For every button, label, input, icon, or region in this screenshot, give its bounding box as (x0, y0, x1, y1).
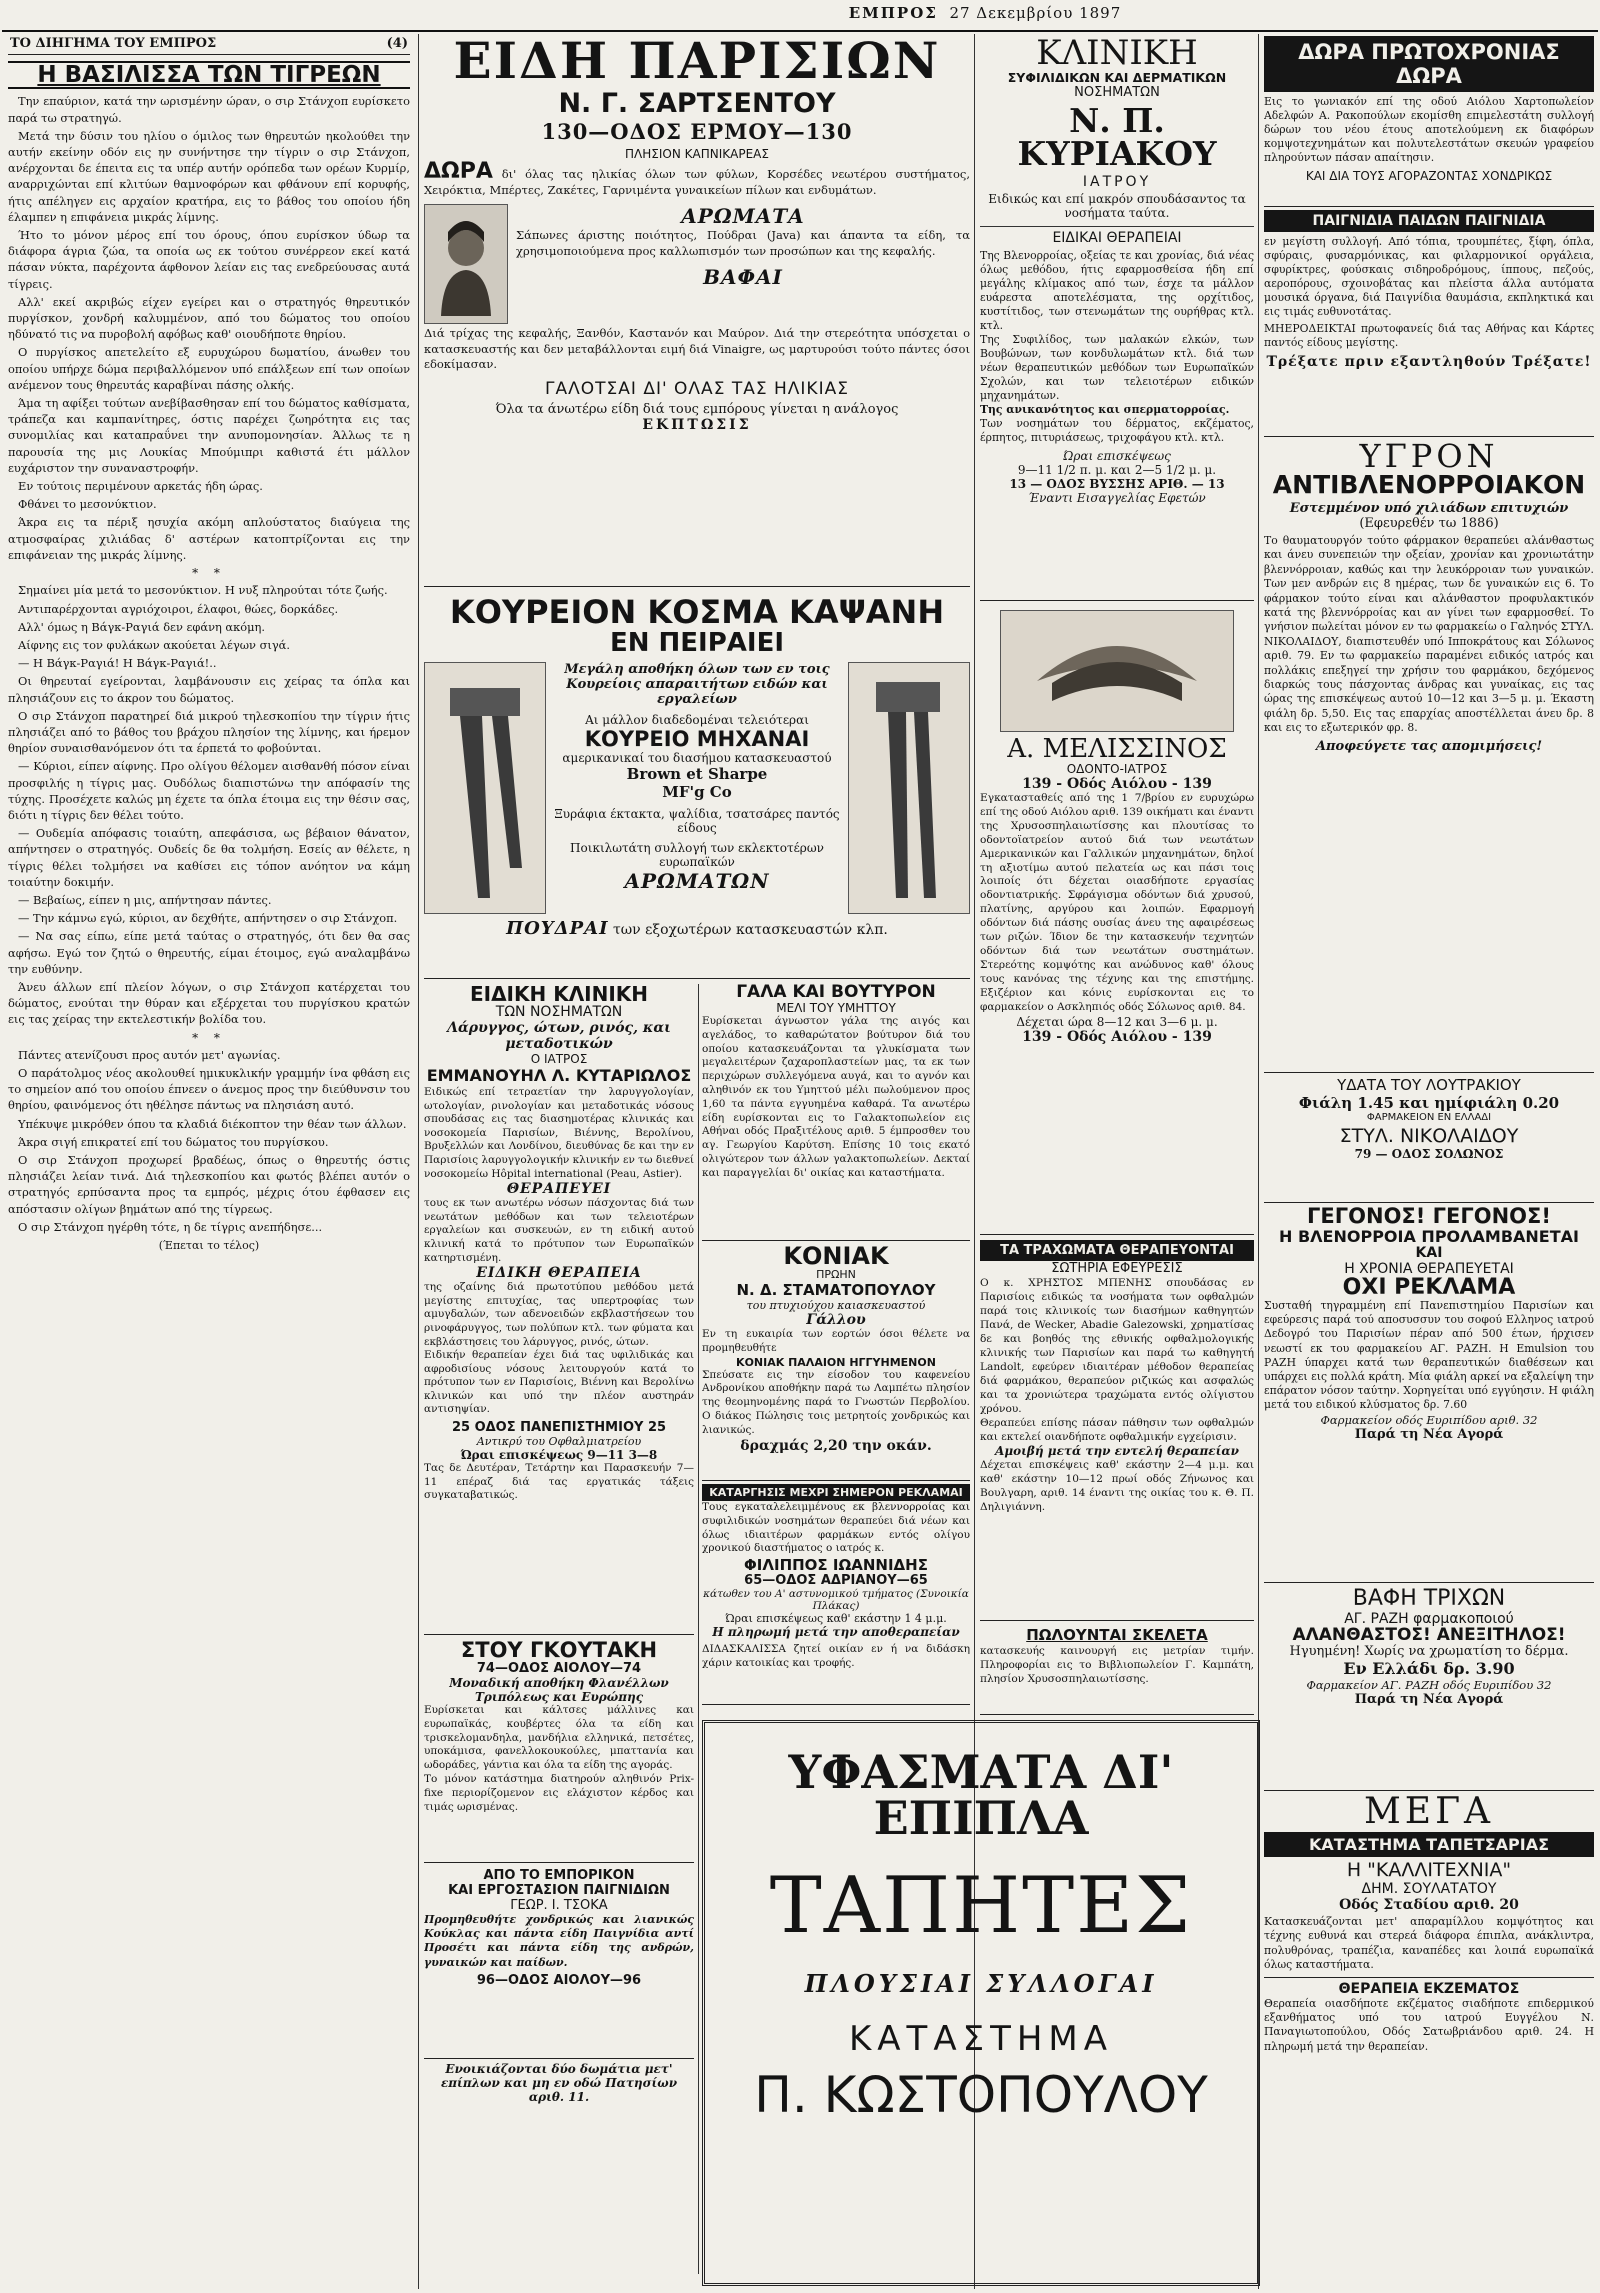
ad-paris-gifts-text: δι' όλας τας ηλικίας όλων των φύλων, Κορσέδες νεωτέρου συστήματος, Χειρόκτια, Μπέρτες, Ζακέτες, Γαρνιμέντα γυναικείων πίλων και ενδυμάτων. (424, 167, 970, 197)
ad-store-name: Η "ΚΑΛΛΙΤΕΧΝΙΑ" (1346, 1859, 1512, 1881)
ad-barber-aromata: ΑΡΩΜΑΤΩΝ (624, 869, 770, 893)
ad-barber-machines: ΚΟΥΡΕΙΟ ΜΗΧΑΝΑΙ (584, 727, 810, 751)
ad-special-clinic-hours: Ώραι επισκέψεως 9—11 3—8 (460, 1448, 658, 1463)
ad-dentist-address: 139 - Οδός Αιόλου - 139 (1022, 776, 1212, 792)
ad-special-clinic-opp: Αντικρύ του Οφθαλμιατρείου (476, 1435, 642, 1449)
ad-cognac-name: Ν. Δ. ΣΤΑΜΑΤΟΠΟΥΛΟΥ (736, 1281, 936, 1299)
ad-paris-address: 130—ΟΔΟΣ ΕΡΜΟΥ—130 (541, 119, 853, 144)
ad-clinic-t4: Των νοσημάτων του δέρματος, εκζέματος, έρπητος, πιτυριάσεως, τριχοφάγου κτλ. κτλ. (980, 417, 1254, 444)
serial-continued: (Έπεται το τέλος) (158, 1239, 260, 1253)
ad-reduce-title: ΚΑΤΑΡΓΗΣΙΣ ΜΕΧΡΙ ΣΗΜΕΡΟΝ ΡΕΚΛΑΜΑΙ (702, 1484, 970, 1501)
ad-gutak (424, 1640, 694, 1863)
ad-milk-sub: ΜΕΛΙ ΤΟΥ ΥΜΗΤΤΟΥ (776, 1001, 896, 1015)
ad-barber-title: ΚΟΥΡΕΙΟΝ ΚΟΣΜΑ ΚΑΨΑΝΗ (449, 593, 945, 631)
ad-rooms-text: Ενοικιάζονται δύο δωμάτια μετ' επίπλων και μη εν οδώ Πατησίων αριθ. 11. (440, 2062, 678, 2104)
ad-paris-footer: Όλα τα άνωτέρω είδη διά τους εμπόρους γίνεται η ανάλογος (495, 401, 899, 417)
serial-paragraph: Την επαύριον, κατά την ωρισμένην ώραν, ο σιρ Στάνχοπ ευρίσκετο παρά τω στρατηγώ. (8, 94, 410, 125)
ad-paris-dye-text: Διά τρίχας της κεφαλής, Ξανθόν, Καστανόν και Μαύρον. Διά την στερεότητα υπόσχεται ο κατασκευαστής και δεν μεταβάλλονται ειμή διά Vinaigre, ως μαρτυρούσι τούτο πάντες όσοι εδοκίμασαν. (424, 326, 970, 371)
serial-paragraph: Ο σιρ Στάνχοπ ηγέρθη τότε, η δε τίγρις ανεπήδησε... (18, 1219, 323, 1234)
ad-carpets (702, 1720, 1260, 2286)
serial-paragraph: — Την κάμνω εγώ, κύριοι, αν δεχθήτε, απήντησεν ο σιρ Στάνχοπ. (18, 911, 398, 926)
ad-paris-gifts-head: ΔΩΡΑ (424, 159, 493, 184)
serial-paragraph: Ήτο το μόνον μέρος επί του όρους, όπου ευρίσκον ύδωρ τα διάφορα άγρια ζώα, τα οποία ως εκ τούτου συνέρρεον εκεί κατά πάσαν νύκτα, παρέχοντα άφθονον λείαν εις τας ενεδρεύουσας αυτά τίγρεις. (8, 228, 410, 291)
column-rule (418, 34, 419, 2289)
ad-gifts-buy: ΚΑΙ ΔΙΑ ΤΟΥΣ ΑΓΟΡΑΖΟΝΤΑΣ ΧΟΝΔΡΙΚΩΣ (1305, 169, 1553, 183)
serial-title: Η ΒΑΣΙΛΙΣΣΑ ΤΩΝ ΤΙΓΡΕΩΝ (8, 61, 410, 89)
ad-reduce-bottom: κάτωθεν του Α' αστυνομικού τμήματος (Συνοικία Πλάκας) (703, 1588, 969, 1613)
ad-cognac-old: ΚΟΝΙΑΚ ΠΑΛΑΙΟΝ ΗΓΓΥΗΜΕΝΟΝ (736, 1355, 936, 1369)
ad-toys2-title2: ΚΑΙ ΕΡΓΟΣΤΑΣΙΟΝ ΠΑΙΓΝΙΔΙΩΝ (448, 1883, 670, 1898)
ad-dentist-address2: 139 - Οδός Αιόλου - 139 (1022, 1028, 1212, 1045)
ad-store-title2: ΚΑΤΑΣΤΗΜΑ ΤΑΠΕΤΣΑΡΙΑΣ (1264, 1832, 1594, 1857)
ad-water-title: ΥΔΑΤΑ ΤΟΥ ΛΟΥΤΡΑΚΙΟΥ (1337, 1076, 1521, 1094)
serial-number: (4) (386, 36, 408, 51)
serial-paragraph: Εν τούτοις περιμένουν αρκετάς ήδη ώρας. (18, 479, 263, 494)
ad-special-clinic-text3: της οζαίνης διά πρωτοτύπου μεθόδου μετά μεγίστης επιτυχίας, τας υπερτροφίας των αμυγδαλών, των αδενοειδών εκβλαστήσεων του ρινοφάρυγγος, των πολύπων κτλ. των φύματα και εκβλάστησεις του λάρυγγος, ρινός, ώτων. (424, 1281, 694, 1348)
ad-milk (702, 984, 970, 1241)
ad-barber-center (546, 662, 848, 914)
ad-paris-near: ΠΛΗΣΙΟΝ ΚΑΠΝΙΚΑΡΕΑΣ (625, 147, 769, 161)
ad-clinic-studied: Ειδικώς και επί μακρόν σπουδάσαντος τα νοσήματα ταύτα. (988, 192, 1246, 220)
ad-gifts-title: ΔΩΡΑ ΠΡΩΤΟΧΡΟΝΙΑΣ ΔΩΡΑ (1264, 36, 1594, 92)
ad-carpets-sub: ΠΛΟΥΣΙΑΙ ΣΥΛΛΟΓΑΙ (804, 1969, 1158, 1998)
section-ornament: * * (192, 566, 226, 581)
ad-clinic-t2: Της Συφιλίδος, των μαλακών ελκών, των Βουβώνων, των κονδυλωμάτων κτλ. διά των νέων θεραπευτικών μεθόδων των Ευρωπαϊκών Σχολών, και των τελειοτέρων ειδικών μηχανημάτων. (980, 333, 1254, 402)
ad-clinic-t3: Της ανικανότητος και σπερματορροίας. (980, 403, 1230, 416)
ad-barber-powders (424, 918, 970, 939)
ad-barber-body (424, 662, 970, 914)
ad-skeleta-title: ΠΩΛΟΥΝΤΑΙ ΣΚΕΛΕΤΑ (1026, 1626, 1208, 1644)
portrait-illustration (424, 204, 508, 324)
ad-store-addr: Οδός Σταδίου αριθ. 20 (1339, 1897, 1519, 1913)
serial-paragraph: — Να σας είπω, είπε μετά ταύτας ο στρατηγός, ότι δεν θα σας αφήσω. Εγώ τον ζητώ ο θηρευτής, είμαι έτοιμος, εγώ αναλαμβάνω την ευθύνην. (8, 929, 410, 976)
ad-fact-sub1: Η ΒΛΕΝΟΡΡΟΙΑ ΠΡΟΛΑΜΒΑΝΕΤΑΙ (1279, 1227, 1579, 1246)
ad-barber-razors: Ξυράφια έκτακτα, ψαλίδια, τσατσάρες παντός είδους (554, 807, 840, 835)
ad-hair-dye (1264, 1586, 1594, 1791)
ad-toys (1264, 210, 1594, 437)
ad-clinic-hours: 9—11 1/2 π. μ. και 2—5 1/2 μ. μ. (1017, 463, 1217, 477)
masthead (375, 4, 1595, 26)
ad-special-clinic-role: Ο ΙΑΤΡΟΣ (530, 1052, 588, 1066)
ad-gutak-sub: Μοναδική αποθήκη Φλανέλλων Τριπόλεως και Ευρώπης (449, 1676, 669, 1704)
ad-special-clinic-doctor: ΕΜΜΑΝΟΥΗΛ Λ. ΚΥΤΑΡΙΩΛΟΣ (426, 1066, 692, 1085)
serial-paragraph: Αλλ' όμως η Βάγκ-Ραγιά δεν εφάνη ακόμη. (18, 619, 265, 634)
ad-ephoria-text2: Θεραπεύει επίσης πάσαν πάθησιν των οφθαλμών και εκτελεί οιανδήποτε οφθαλμικήν εγχείρισιν. (980, 1417, 1254, 1443)
serial-paragraph: Οι θηρευταί εγείρονται, λαμβάνουσιν εις χείρας τα όπλα και πλησιάζουν εις το άκρον του δώματος. (8, 674, 410, 705)
ad-liquid-sub: Εστεμμένον υπό χιλιάδων επιτυχιών (1289, 501, 1569, 516)
ad-reduce-teacher: ΔΙΔΑΣΚΑΛΙΣΣΑ ζητεί οικίαν εν ή να διδάσκη χάριν κατοικίας και τροφής. (702, 1643, 970, 1669)
ad-ephoria-hours: Δέχεται επισκέψεις καθ' εκάστην 2—4 μ.μ. και καθ' εκάστην 10—12 πρωί οδός Ζήνωνος και Βουλγαρη, αριθ. 14 έναντι της οικίας του κ. Θ. Π. Δηλιγιάννη. (980, 1459, 1254, 1513)
ad-liquid-title1: ΥΓΡΟΝ (1359, 440, 1499, 475)
ad-liquid-title2: ΑΝΤΙΒΛΕΝΟΡΡΟΙΑΚΟΝ (1272, 470, 1586, 499)
ad-dentist-text: Εγκατασταθείς από της 1 7/βρίου εν ευρυχώρω επί της οδού Αιόλου αριθ. 139 οικήματι και έναντι της Χρυσοσπηλαιωτίσσης και πλουτίσας το οδοντοϊατρείον αυτού διά των νεωτάτων Αμερικανικών και Γαλλικών μηχανημάτων, δηλοί τη αξιοτίμω αυτού πελατεία ως και πάσι τοις λοιποίς ότι δέχεται οιασδήποτε εργασίας οδοντιατρικής. Σφράγισμα οδόντων διά χρυσού, πλατίνης, αργύρου και λοιπών. Εφαρμογή οδόντων διά πάσης ουσίας άνευ της αφαιρέσεως των ριζών. Ίδιον δε την κατασκευήν τεχνητών οδόντων διά των νεωτάτων συστημάτων. Στερεότης κομψότης και ανώδυνος καθ' όλους τους κανόνας της τέχνης και της επιστήμης. Εξιζέριον και κόνις ευρίσκονται εις το φαρμακείον ο Ασκληπιός οδός Σόλωνος αριθ. 84. (980, 792, 1254, 1013)
ad-barber-brand1: Brown et Sharpe (626, 765, 768, 783)
ad-hair-pharmacy: Φαρμακείον ΑΓ. ΡΑΖΗ οδός Ευριπίδου 32 (1306, 1678, 1552, 1692)
ad-carpets-store: ΚΑΤΑΣΤΗΜΑ (849, 2019, 1113, 2059)
ad-toys-hurry: Τρέξατε πριν εξαντληθούν Τρέξατε! (1266, 354, 1592, 370)
ad-fact-text: Συσταθή τηγραμμένη επί Πανεπιστημίου Παρισίων και εφεύρεσις παρά τού αποσυσσυν του σοφού Ελληνος ιατρού Δεδογρό του Παρισίων πέραν από 500 έτων, ήρχισεν νεωστί εκ του φαρμακείου ΑΓ. ΡΑΖΗ. Η Emulsion του ΡΑΖΗ ύπαρχει κατά των θεραπευτικών διαθέσεων και υπάρχει εις πολλά κράτη. Μία φιάλη αρκεί να εξαλείψη την επάρατον νόσον ταύτην. Χορηγείται υπό εγγύησιν. Η φιάλη μετά του ειδικού κλύσματος δρ. 7.60 (1264, 1299, 1594, 1412)
ad-hair-text: Ηγυημένη! Χωρίς να χρωματίση το δέρμα. (1289, 1644, 1569, 1659)
ad-carpets-owner: Π. ΚΩΣΤΟΠΟΥΛΟΥ (754, 2066, 1208, 2124)
ad-hair-agora: Παρά τη Νέα Αγορά (1354, 1692, 1504, 1707)
ad-toys2-title1: ΑΠΟ ΤΟ ΕΜΠΟΡΙΚΟΝ (483, 1868, 635, 1883)
serial-paragraph: Άκρα σιγή επικρατεί επί του δώματος του πυργίσκου. (18, 1134, 329, 1149)
ad-milk-title: ΓΑΛΑ ΚΑΙ ΒΟΥΤΥΡΟΝ (736, 984, 936, 1002)
serial-paragraph: Πάντες ατενίζουσι προς αυτόν μετ' αγωνίας. (18, 1047, 281, 1062)
masthead-title: ΕΜΠΡΟΣ (848, 4, 938, 22)
serial-paragraph: — Η Βάγκ-Ραγιά! Η Βάγκ-Ραγιά!.. (18, 656, 217, 671)
masthead-date: 27 Δεκεμβρίου 1897 (949, 4, 1122, 22)
serial-paragraph: Φθάνει το μεσονύκτιον. (18, 497, 157, 512)
serial-paragraph: — Ουδεμία απόφασις τοιαύτη, απεφάσισα, ως βέβαιον θάνατον, απήντησεν ο στρατηγός. Ουδείς δε θα τολμήση. Εσείς αν θέλετε, η τίγρις θέλει τολμήσει να καθίσει εις τόπον ανόητον να κάμη τοιαύτην δοκιμήν. (8, 826, 410, 889)
ad-store-eczema: ΘΕΡΑΠΕΙΑ ΕΚΖΕΜΑΤΟΣ (1264, 1977, 1594, 1997)
ad-liquid-year: (Εφευρεθέν τω 1886) (1359, 516, 1499, 531)
ad-barber-newest: Αι μάλλον διαδεδομέναι τελειότεραι (585, 713, 809, 727)
ad-barber-american: αμερικανικαί του διασήμου κατασκευαστού (562, 751, 832, 765)
ad-store-title1: ΜΕΓΑ (1363, 1794, 1495, 1832)
ad-dentist-hours: Δέχεται ώρα 8—12 και 3—6 μ. μ. (1016, 1014, 1218, 1029)
ad-special-clinic-text1: Ειδικώς επί τετραετίαν την λαρυγγολογίαν, ωτολογίαν, ρινολογίαν και μεταδοτικάς νόσους σπουδάσας εις τας διασημοτέρας κλινικάς και νοσοκομεία Παρισίων, Βιέννης, Βερολίνου, Βρυξελλών και Λονδίνου, διευθύνας δε και την εν Παρισίοις λαρυγγολογικήν κλινικήν εν τω διεθνεί νοσοκομείω Hôpital international (Peau, Astier). (424, 1086, 694, 1180)
ad-ephoria-title: ΤΑ ΤΡΑΧΩΜΑΤΑ ΘΕΡΑΠΕΥΟΝΤΑΙ (980, 1240, 1254, 1261)
ad-paris-dye-head: ΒΑΦΑΙ (703, 265, 783, 289)
ad-toys2-name: ΓΕΩΡ. Ι. ΤΣΟΚΑ (510, 1898, 608, 1913)
ad-fact-pharmacy: Φαρμακείον οδός Ευριπίδου αριθ. 32 (1320, 1412, 1538, 1427)
ad-special-clinic-therapy: ΘΕΡΑΠΕΥΕΙ (506, 1181, 612, 1198)
ad-reduce (702, 1484, 970, 1705)
ad-liquid-text: Το θαυματουργόν τούτο φάρμακον θεραπεύει αλάνθαστως και άνευ συνεπειών την οξείαν, χρονίαν και χρονιωτάτην βλεννόρροιαν, καθώς και την λευκόρροιαν των γυναικών. Των μεν ανδρών εις 8 ημέρας, των δε γυναικών εις 6. Το φάρμακον τούτο είναι και αλάνθαστον προφυλακτικόν κατά της βλεννόρροίας και αν γίνει των εφαρμοσθεί. Το γνήσιον πωλείται μόνον εν τω φαρμακείω ο Γαληνός ΣΤΥΛ. ΝΙΚΟΛΑΙΔΟΥ, διαπιστευθέν υπό Ιπποκράτους και Σόλωνος αριθ. 79. Εν τω φαρμακείω παραμένει ειδικός ιατρός και πολλάκις επεξηγεί την χρήσιν του φαρμάκου, δεχόμενος διαρκώς τους πάσχοντας άνδρας και γυναίκας, εις τας ώρας της επισκέψεως αυτού 10—12 και 3—5 μ. μ. Έκαστη φιάλη δρ. 5,50. Εις τας επαρχίας αποστέλλεται άνευ δρ. 8 και εις το εξωτερικόν φρ. 8. (1264, 534, 1594, 735)
ad-clinic-address: 13 — ΟΔΟΣ ΒΥΣΣΗΣ ΑΡΙΘ. — 13 (1009, 477, 1225, 491)
ad-liquid-beware: Αποφεύγετε τας απομιμήσεις! (1315, 738, 1543, 754)
serial-paragraph: Αντιπαρέρχονται αγριόχοιροι, έλαφοι, θώες, δορκάδες. (18, 601, 339, 616)
ad-fact (1264, 1206, 1594, 1583)
ad-special-clinic-sub: ΤΩΝ ΝΟΣΗΜΑΤΩΝ (495, 1004, 623, 1020)
dentures-illustration (1000, 610, 1234, 732)
ad-gifts (1264, 36, 1594, 207)
ad-clinic-title: ΚΛΙΝΙΚΗ (1036, 36, 1198, 73)
ad-toys-title: ΠΑΙΓΝΙΔΙΑ ΠΑΙΔΩΝ ΠΑΙΓΝΙΔΙΑ (1264, 210, 1594, 232)
ad-special-clinic-text4: Ειδικήν θεραπείαν έχει διά τας υφιλιδικάς και αφροδισίους νόσους λειτουργούν κατά το πρότυπον των εν Παρισίοις, Βιέννη και Βερολίνω κλινικών και υπό την πλέον αυστηράν αντισηψίαν. (424, 1349, 694, 1416)
ad-clinic-hours-label: Ώραι επισκέψεως (1063, 449, 1171, 463)
ad-hair-pharm: ΑΓ. ΡΑΖΗ φαρμακοποιού (1344, 1611, 1514, 1627)
ad-special-clinic-days: Τας δε Δευτέραν, Τετάρτην και Παρασκευήν 7—11 επέραζ διά τας εργατικάς τάξεις συγκαταβατικώς. (424, 1462, 694, 1502)
ad-special-clinic-addr: 25 ΟΔΟΣ ΠΑΝΕΠΙΣΤΗΜΙΟΥ 25 (451, 1420, 667, 1436)
serial-paragraph: Ο παράτολμος νέος ακολουθεί ημικυκλικήν γραμμήν ίνα φθάση εις το σημείον από του οποίου έπνεεν ο άνεμος προς την διεύθυνσιν του θηρίου, φαινόμενος ότι ηθέλησε πάντως να πλησιάση αυτό. (8, 1065, 410, 1113)
ad-water (1264, 1076, 1594, 1203)
ad-trachoma (980, 1240, 1254, 1621)
ad-paris-goods (424, 36, 970, 587)
ad-liquid (1264, 440, 1594, 1073)
ad-reduce-text: Τους εγκαταλελειμμένους εκ βλεννορροίας και συφιλιδικών νοσημάτων θεραπεύει διά νέων και όλως ιδιαιτέρων φαρμάκων εντός ολίγου χρονικού διαστήματος ο ιατρός κ. (702, 1501, 970, 1555)
ad-carpets-title1: ΥΦΑΣΜΑΤΑ ΔΙ' ΕΠΙΠΛΑ (788, 1745, 1174, 1845)
ad-water-addr: 79 — ΟΔΟΣ ΣΟΛΩΝΟΣ (1354, 1147, 1504, 1161)
ad-reduce-pay: Η πληρωμή μετά την αποθεραπείαν (712, 1625, 960, 1640)
serial-paragraph: Αίφνης εις τον φυλάκων ακούεται λέγων σιγά. (18, 637, 290, 652)
ad-toys-text: εν μεγίστη συλλογή. Από τόπια, τρουμπέτες, ξίφη, όπλα, σφύραις, φυσαρμόνικας, και φιλαρμονικοί οργάλεια, σφυρίκτρες, φούσκαις σιδηροδρόμους, ίππους, πεζούς, αεροπόρους, σχοινοβάτας και πλείστα άλλα αυτόματα μουσικά όργανα, διά Παιγνίδια θαυμάσια, εκπληκτικά και εις τιμάς ευθυνοτάτας. (1264, 235, 1594, 318)
ad-store-owner: ΔΗΜ. ΣΟΥΛΑΤΑΤΟΥ (1361, 1881, 1497, 1897)
ad-paris-perfume-block (424, 204, 970, 324)
ad-fact-noads: ΟΧΙ ΡΕΚΛΑΜΑ (1342, 1275, 1516, 1300)
serial-paragraph: Υπέκυψε μικρόθεν όπου τα κλαδιά διέκοπτον την θέαν των άλλων. (18, 1116, 407, 1131)
ad-barber-collection: Ποικιλωτάτη συλλογή των εκλεκτοτέρων ευρωπαϊκών (570, 841, 824, 869)
ad-store-text: Κατασκευάζονται μετ' απαραμίλλου κομψότητος και τέχνης ευθυνά και στερεά διάφορα έπιπλα, ανάκλιντρα, πολυθρόνας, τραπέζια, καναπέδες και λοιπά ευρωπαϊκά όλως καταστήματα. (1264, 1915, 1594, 1972)
ad-toys2-text: Προμηθευθήτε χονδρικώς και λιανικώς Κούκλας και πάντα είδη Παιγνίδια αντί Προσέτι και πάντα είδη της ανδρών, γυναικών και παίδων. (424, 1913, 694, 1969)
ad-water-name: ΣΤΥΛ. ΝΙΚΟΛΑΙΔΟΥ (1339, 1125, 1519, 1147)
ad-hair-price: Εν Ελλάδι δρ. 3.90 (1343, 1659, 1515, 1678)
ad-milk-text: Ευρίσκεται άγνωστον γάλα της αιγός και αγελάδος, το καθαρώτατον βούτυρον διά του οποίου κατασκευάζονται τα γλυκίσματα των μεγαλειτέρων ζαχαροπλαστείων μας, τα εκ των περιχώρων συλλεγόμενα αυγά, και το αγνόν και αληθινόν εκ του Υμηττού μέλι πωλούμενον προς 1,60 τα πάντα εγγυημένα καθαρά. Τα ανωτέρω είδη ευρίσκονται εις το Γαλακτοπωλείον εις Αθήναι οδός Πραξιτέλους αριθ. 5 έμπροσθεν του αγ. Γεωργίου Καρύτση. Επίσης 10 τοις εκατό ολιγώτερον των άλλων γαλακτοπωλείων. Δεκταί και παραγγελίαι δι' οικίας και καταστήματα. (702, 1015, 970, 1179)
ad-cognac-prev: ΠΡΩΗΝ (816, 1268, 856, 1281)
ad-fact-sub2: Η ΧΡΟΝΙΑ ΘΕΡΑΠΕΥΕΤΑΙ (1344, 1261, 1514, 1277)
ad-upholstery-store (1264, 1794, 1594, 2286)
ad-clinic-t1: Της Βλενορροίας, οξείας τε και χρονίας, διά νέας όλως μεθόδου, ήτις εφαρμοσθείσα ήδη επί μεγάλης κλίμακος από των, έσχε τα μάλλον ευάρεστα αποτελέσματα, της ορχίτιδος, κυστίτιδος, των στενωμάτων της ουρήθρας κτλ. κτλ. (980, 249, 1254, 332)
serial-paragraph: — Κύριοι, είπεν αίφνης. Προ ολίγου θέλομεν αισθανθή πόσον είναι προσφιλής η τίγρις μας. Ουδόλως διαπιστώνω την απόφασίν της τύχης. Προσέχετε καλώς μη έχετε τα όπλα έτοιμα εις την θέσιν σας, διότι η τίγρις δεν θέλει τούτο. (8, 759, 410, 822)
ad-barber-subtitle: ΕΝ ΠΕΙΡΑΙΕΙ (609, 628, 785, 658)
ad-store-eczema-text: Θεραπεία οιασδήποτε εκζέματος σιαδήποτε επιδερμικού εξανθήματος υπό του ιατρού Ευγγέλου Ν. Παναγιωτοπούλου, Οδός Σατωβριάνδου αριθ. 24. Η πληρωμή μετά την θεραπείαν. (1264, 1996, 1594, 2053)
serial-story (8, 36, 410, 2286)
ad-dentist-name: Α. ΜΕΛΙΣΣΙΝΟΣ (1007, 734, 1227, 764)
clippers-illustration (848, 662, 970, 914)
ad-cognac-title: ΚΟΝΙΑΚ (783, 1244, 889, 1270)
ad-dentist (980, 606, 1254, 1235)
ad-special-clinic (424, 984, 694, 1635)
ad-special-clinic-title: ΕΙΔΙΚΗ ΚΛΙΝΙΚΗ (469, 984, 649, 1006)
ad-reduce-hours: Ώραι επισκέψεως καθ' εκάστην 1 4 μ.μ. (725, 1612, 947, 1626)
serial-paragraph: Αλλ' εκεί ακριβώς είχεν εγείρει και ο στρατηγός θηρευτικόν πυργίσκον, χονδρή καλυμμένον, από του δώματος του οποίου ηδύνατό τις να πυροβολή αφόβως καθ' οιουδήποτε θηρίου. (8, 294, 410, 342)
ad-clinic-section: ΕΙΔΙΚΑΙ ΘΕΡΑΠΕΙΑΙ (980, 226, 1254, 246)
ad-clinic-doctor: Ν. Π. ΚΥΡΙΑΚΟΥ (1017, 101, 1217, 173)
ad-water-pharmacy: ΦΑΡΜΑΚΕΙΟΝ ΕΝ ΕΛΛΑΔΙ (1366, 1112, 1492, 1123)
ad-cognac-text2: Σπεύσατε εις την είσοδον του καφενείου Ανδρονίκου αποθήκην παρά τω Λαμπέτω πλησίον της θεομηνομένης παρά το Γνωστών Περβολίου. Ο διάκος Πώλησις τοις μετρητοίς χονδρικώς και λιανικώς. (702, 1368, 970, 1436)
clippers-illustration (424, 662, 546, 914)
ad-fact-title: ΓΕΓΟΝΟΣ! ΓΕΓΟΝΟΣ! (1307, 1206, 1551, 1228)
ad-barber-brand2: MF'g Co (662, 783, 732, 801)
ad-paris-owner: Ν. Γ. ΣΑΡΤΣΕΝΤΟΥ (558, 88, 836, 119)
ad-paris-perfume-head: ΑΡΩΜΑΤΑ (681, 204, 805, 228)
serial-paragraph: Άμα τη αφίξει τούτων ανεβίβασθησαν επί του δώματος καθίσματα, τράπεζα και καμπανίτηρες, όστις παρέχει ζωηρότητα εις τας συνομιλίας και καταπραΰνει την ανυπομονησίαν. Άλλως τε η παρουσία της μις Λουκίας Μπούμιπρι καθιστά έτι μάλλον ευχάριστον την συναναστροφήν. (8, 396, 410, 475)
ad-fact-kai: ΚΑΙ (1415, 1245, 1443, 1261)
column-rule (698, 984, 699, 2274)
ad-water-price: Φιάλη 1.45 και ημίφιάλη 0.20 (1298, 1094, 1560, 1112)
ad-paris-gloves: ΓΑΛΟΤΣΑΙ ΔΙ' ΟΛΑΣ ΤΑΣ ΗΛΙΚΙΑΣ (545, 378, 849, 399)
ad-cognac-price: δραχμάς 2,20 την οκάν. (740, 1437, 932, 1454)
ad-clinic-sub2: ΝΟΣΗΜΑΤΩΝ (1074, 85, 1160, 100)
ad-toy-factory (424, 1868, 694, 2059)
ad-barber (424, 592, 970, 979)
ad-special-clinic-text2: τους εκ των ανωτέρω νόσων πάσχοντας διά των νεωτάτων μεθόδων και των τελειοτέρων εργαλείων και συσκευών, εν τη ειδική αυτού κλινική κατά το πρότυπον των Ευρωπαϊκών κατηρτισμένη. (424, 1197, 694, 1264)
ad-hair-head: ΑΛΑΝΘΑΣΤΟΣ! ΑΝΕΞΙΤΗΛΟΣ! (1292, 1625, 1566, 1645)
serial-paragraph: — Βεβαίως, είπεν η μις, απήντησαν πάντες. (18, 892, 272, 907)
ad-paris-perfume-text-block (508, 204, 970, 324)
ad-clinic-role: ΙΑΤΡΟΥ (1082, 174, 1152, 190)
ad-toys2-addr: 96—ΟΔΟΣ ΑΙΟΛΟΥ—96 (476, 1972, 642, 1988)
serial-label: ΤΟ ΔΙΗΓΗΜΑ ΤΟΥ ΕΜΠΡΟΣ (10, 36, 217, 51)
ad-ephoria-sub: ΣΩΤΗΡΙΑ ΕΦΕΥΡΕΣΙΣ (1051, 1261, 1183, 1276)
ad-paris-discount: ΕΚΠΤΩΣΙΣ (642, 416, 752, 433)
ad-hair-title: ΒΑΦΗ ΤΡΙΧΩΝ (1352, 1586, 1506, 1611)
serial-header (8, 36, 410, 55)
ad-special-clinic-organs: Λάρυγγος, ώτων, ρινός, και μεταδοτικών (447, 1020, 671, 1052)
ad-clinic-kyriakou (980, 36, 1254, 601)
serial-paragraph: Άκρα εις τα πέριξ ησυχία ακόμη απλούστατος διαύγεια της ατμοσφαίρας χιλιάδας δ' αστέρων κατοπτρίζονται εις την επιφάνειαν της μικράς λίμνης. (8, 515, 410, 562)
ad-cognac-gallia: Γάλλου (806, 1312, 866, 1328)
ad-clinic-opposite: Έναντι Εισαγγελίας Εφετών (1028, 491, 1206, 505)
ad-fact-agora: Παρά τη Νέα Αγορά (1354, 1426, 1504, 1442)
ad-skeleta-text: κατασκευής καινουργή εις μετρίαν τιμήν. Πληροφορίαι εις το Βιβλιοπωλείον Γ. Καμπάτη, πλησίον Χρυσοσπηλαιωτίσσης. (980, 1645, 1254, 1685)
ad-barber-powders-head: ΠΟΥΔΡΑΙ (506, 918, 609, 939)
serial-paragraph: Άνευ άλλων επί πλείον λόγων, ο σιρ Στάνχοπ κατέρχεται του δώματος, ενούται την θύραν και εξέρχεται του πυργίσκου κρατών εις τας χείρας την εκτελεστικήν βολίδα του. (8, 979, 410, 1027)
ad-toys-margins: ΜΗΕΡΟΔΕΙΚΤΑΙ πρωτοφανείς διά τας Αθήνας και Κάρτες παντός είδους μεγίστης. (1264, 322, 1594, 349)
ad-barber-intro: Μεγάλη αποθήκη όλων των εν τοις Κουρείοις απαραιτήτων ειδών και εργαλείων (564, 662, 830, 707)
serial-paragraph: Ο σιρ Στάνχοπ παρατηρεί διά μικρού τηλεσκοπίου την τίγριν ήτις πλησιάζει από το βάθος του βράχου πλησίον της λίμνης, και ήρεμον θηρίον συναισθανόμενον ότι τα έρπετά το φοβούνται. (8, 708, 410, 756)
ad-special-clinic-special: ΕΙΔΙΚΗ ΘΕΡΑΠΕΙΑ (476, 1265, 642, 1282)
ad-gutak-text2: Το μόνον κατάστημα διατηρούν αληθινόν Prix-fixe περιορίζομενον εις ελάχιστον κέρδος και τιμάς ωρισμένας. (424, 1772, 694, 1813)
ad-carpets-title2: ΤΑΠΗΤΕΣ (769, 1861, 1193, 1951)
ad-ephoria-text: Ο κ. ΧΡΗΣΤΟΣ ΜΠΕΝΗΣ σπουδάσας εν Παρισίοις ειδικώς τα νοσήματα των οφθαλμών παρά τοις κλινικοίς των διασήμων καθηγητών Πανά, de Wecker, Abadie Galezowski, χρηματίσας δε και βοηθός της εθνικής οφθαλμολογικής κλινικής των Παρισίων και παρά τω καθηγητή Landolt, εφεύρεν ιδιαιτέραν μέθοδον θεραπείας διά φαρμάκου, θεραπεύον ριζικώς και ασφαλώς και τα χρονιώτερα τραχώματα εντός ολίγιστου χρόνου. (980, 1277, 1254, 1415)
ad-skeleta (980, 1626, 1254, 1715)
ad-dentist-role: ΟΔΟΝΤΟ-ΙΑΤΡΟΣ (1066, 762, 1168, 776)
ad-barber-powders-text: των εξοχωτέρων κατασκευαστών κλπ. (612, 922, 888, 938)
ad-reduce-addr: 65—ΟΔΟΣ ΑΔΡΙΑΝΟΥ—65 (744, 1573, 928, 1589)
ad-rooms (424, 2062, 694, 2122)
ad-clinic-sub1: ΣΥΦΙΛΙΔΙΚΩΝ ΚΑΙ ΔΕΡΜΑΤΙΚΩΝ (1007, 70, 1227, 85)
serial-paragraph: Ο σιρ Στάνχοπ προχωρεί βραδέως, όπως ο θηρευτής όστις πλησιάζει λείαν τινά. Διά τηλεσκοπίου και φωτός βλέπει αυτόν ο στρατηγός ερπύσαντα προς τα εμπρός, μέχρις ότου έφθασεν εις απόστασιν ολίγων βημάτων από της τίγρεως. (8, 1153, 410, 1216)
ad-gutak-addr: 74—ΟΔΟΣ ΑΙΟΛΟΥ—74 (476, 1661, 642, 1676)
ad-paris-title: ΕΙΔΗ ΠΑΡΙΣΙΩΝ (453, 36, 941, 90)
ad-gifts-text: Εις το γωνιακόν επί της οδού Αιόλου Χαρτοπωλείον Αδελφών Α. Ρακοπούλων εκομίσθη επιμελεστάτη συλλογή δώρων του νέου έτους αποτελούμενη εκ διαφόρων κομψοτεχνημάτων και πολυτελεστάτων σκευών γραφείου πληρούντων πάσαν απαίτησιν. (1264, 95, 1594, 164)
ad-ephoria-pay: Αμοιβή μετά την εντελή θεραπείαν (995, 1444, 1239, 1458)
ad-cognac-text: Εν τη ευκαιρία των εορτών όσοι θέλετε να προμηθευθήτε (702, 1328, 970, 1354)
ad-gutak-text: Ευρίσκεται και κάλτσες μάλλινες και ευρωπαϊκάς, κουβέρτες όλα τα είδη και τρισκελομανδηλα, μανδήλια ελληνικά, πετσέτες, υποκάμισα, φανελλοκουκούλες, μπαττανία και ωδοράδες, γάντια και όλα τα είδη της αγοράς. (424, 1704, 694, 1772)
section-ornament: * * (192, 1030, 226, 1045)
ad-cognac (702, 1244, 970, 1481)
ad-reduce-doctor: ΦΙΛΙΠΠΟΣ ΙΩΑΝΝΙΔΗΣ (744, 1556, 928, 1575)
serial-paragraph: Σημαίνει μία μετά το μεσονύκτιον. Η νυξ πληρούται τότε ζωής. (18, 583, 388, 598)
ad-cognac-sub: του πτυχιούχου καιασκευαστού (746, 1299, 926, 1312)
serial-paragraph: Μετά την δύσιν του ηλίου ο όμιλος των θηρευτών ηκολούθει την αυτήν εκείνην οδόν εις ην συνήντησε την τίγριν ο σιρ Στάνχοπ, ανέρχονται δε έπειτα εις τα υπέρ αυτήν ορόπεδα των ορέων Κυρμίρ, αναρριχώνται επί κλιτύων θαμνοφόρων και φθάνουν επί κορυφής, ήτις απέληγεν εις αρχαίον κρατήρα, εις το βάθος του οποίου ήδη έλαμπεν η επιφάνεια μικράς λίμνης. (8, 128, 410, 224)
masthead-rule (2, 30, 1598, 32)
serial-paragraph: Ο πυργίσκος απετελείτο εξ ευρυχώρου δωματίου, άνωθεν του οποίου υπήρχε δώμα περιβαλλόμενον υπό επάλξεων επί των οποίων ανέμενον τους θηρευτάς καραβίναι πάσης ολκής. (8, 345, 410, 392)
ad-paris-perfume-text: Σάπωνες άριστης ποιότητος, Πούδραι (Java) και άπαντα τα είδη, τα χρησιμοποιούμενα προς καλλωπισμόν των προσώπων και της κεφαλής. (516, 228, 970, 258)
ad-gutak-title: ΣΤΟΥ ΓΚΟΥΤΑΚΗ (460, 1640, 658, 1662)
ad-paris-gifts (424, 159, 970, 198)
